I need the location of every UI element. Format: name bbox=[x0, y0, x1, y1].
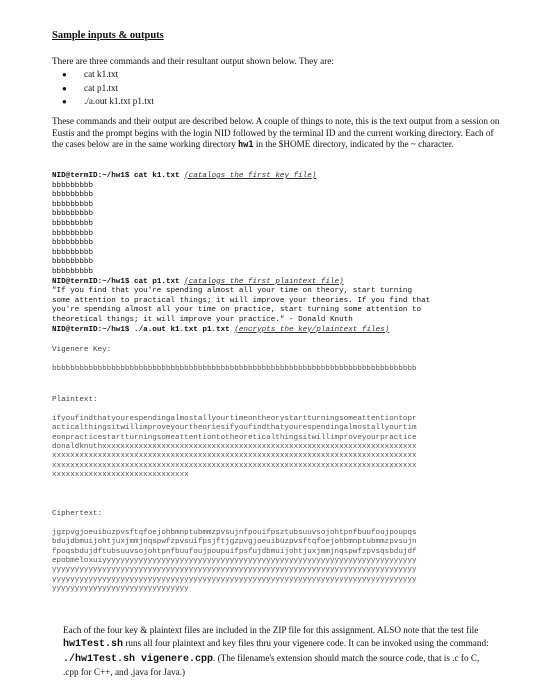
invoke-command: ./hw1Test.sh vigenere.cpp bbox=[63, 653, 214, 665]
key-output: bbbbbbbbb bbbbbbbbb bbbbbbbbb bbbbbbbbb bbbbbbbbb bbbbbbbbb bbbbbbbbb bbbbbbbbb bbbbbbbbb bbbbbbbbb bbox=[52, 181, 94, 276]
command-item: ● cat k1.txt bbox=[62, 68, 154, 82]
terminal-session bbox=[52, 172, 502, 335]
vigenere-key-label: Vigenere Key: bbox=[52, 346, 112, 354]
plaintext-label: Plaintext: bbox=[52, 396, 98, 404]
section-heading: Sample inputs & outputs bbox=[52, 30, 164, 41]
command-line: NID@termID:~/hw1$ ./a.out k1.txt p1.txt (encrypts the key/plaintext files) bbox=[52, 325, 390, 334]
footer-paragraph: Each of the four key & plaintext files are included in the ZIP file for this assignment. ALSO note that the test file hw1Test.sh runs all four plaintext and key files thru your vigenere code. It can be invoked using the command: ./hw1Test.sh vigenere.cpp. (The filename's extension should match the source code, that is .c fo C, .cpp for C++, and .java for Java.) bbox=[63, 625, 489, 678]
vigenere-key-section: Vigenere Key: bbbbbbbbbbbbbbbbbbbbbbbbbbbbbbbbbbbbbbbbbbbbbbbbbbbbbbbbbbbbbbbbbbbbbbbbbbbbbbbb bbox=[52, 346, 498, 374]
command-comment: (catalogs the first plaintext file) bbox=[184, 277, 344, 286]
plaintext-section: Plaintext: ifyoufindthatyourespendingalmostallyourtimeontheorystartturningsomeattentiontopr acticalthingsitwillimproveyourtheoriesifyoufindthatyourespendingalmostallyourtim eonpracticestartturningsomeattentiontotheoreticalthingsitwillimproveyourpractice donaldknuthxxxxxxxxxxxxxxxxxxxxxxxxxxxxxxxxxxxxxxxxxxxxxxxxxxxxxxxxxxxxxxxxxxxxx xxxxxxxxxxxxxxxxxxxxxxxxxxxxxxxxxxxxxxxxxxxxxxxxxxxxxxxxxxxxxxxxxxxxxxxxxxxxxxxx xxxxxxxxxxxxxxxxxxxxxxxxxxxxxxxxxxxxxxxxxxxxxxxxxxxxxxxxxxxxxxxxxxxxxxxxxxxxxxxx xxxxxxxxxxxxxxxxxxxxxxxxxxxxxx bbox=[52, 396, 498, 481]
ciphertext-section: Ciphertext: jgzpvgjoeuibuzpvsftqfoejohbmnptubmmzpvsujnfpouifpsztubsuuvsojohtpnfbuufoujpoupqs bdujdbmuijohtjuxjmmjnqspwfzpvsuifpsjftjgzpvgjoeuibuzpvsftqfoejohbmnptubmmzpvsujn fpoqsbdujdftubsuuvsojohtpnfbuufoujpoupuifpsfujdbmuijohtjuxjmmjnqspwfzpvsqsbdujdf epobmeloxuiyyyyyyyyyyyyyyyyyyyyyyyyyyyyyyyyyyyyyyyyyyyyyyyyyyyyyyyyyyyyyyyyyyyyy yyyyyyyyyyyyyyyyyyyyyyyyyyyyyyyyyyyyyyyyyyyyyyyyyyyyyyyyyyyyyyyyyyyyyyyyyyyyyyyy yyyyyyyyyyyyyyyyyyyyyyyyyyyyyyyyyyyyyyyyyyyyyyyyyyyyyyyyyyyyyyyyyyyyyyyyyyyyyyyy yyyyyyyyyyyyyyyyyyyyyyyyyyyyyy bbox=[52, 510, 498, 595]
bullet-icon: ● bbox=[62, 70, 67, 79]
description-paragraph: These commands and their output are described below. A couple of things to note, this is the text output from a session on Eustis and the prompt begins with the login NID followed by the terminal ID and the current working directory. Each of the cases below are in the same working directory hw1 in the $HOME directory, indicated by the ~ character. bbox=[52, 116, 500, 151]
test-script-name: hw1Test.sh bbox=[63, 639, 124, 651]
bullet-icon: ● bbox=[62, 97, 67, 106]
intro-text: There are three commands and their resultant output shown below. They are: bbox=[52, 56, 334, 66]
quote-output: "If you find that you're spending almost all your time on theory, start turning some attention to practical things; it will improve your theories. If you find that you're spending almost all your time on practice, start turning some attention to theoretical things; it will improve your practice." - Donald Knuth bbox=[52, 287, 431, 324]
ciphertext-label: Ciphertext: bbox=[52, 510, 103, 518]
command-line: NID@termID:~/hw1$ cat p1.txt (catalogs the first plaintext file) bbox=[52, 277, 344, 286]
command-comment: (catalogs the first key file) bbox=[184, 172, 317, 180]
command-item: ● cat p1.txt bbox=[62, 82, 154, 96]
command-comment: (encrypts the key/plaintext files) bbox=[234, 325, 390, 334]
command-item: ● ./a.out k1.txt p1.txt bbox=[62, 95, 154, 109]
command-list bbox=[62, 68, 154, 109]
directory-name: hw1 bbox=[237, 140, 254, 151]
bullet-icon: ● bbox=[62, 83, 67, 93]
command-line: NID@termID:~/hw1$ cat k1.txt (catalogs the first key file) bbox=[52, 172, 317, 180]
